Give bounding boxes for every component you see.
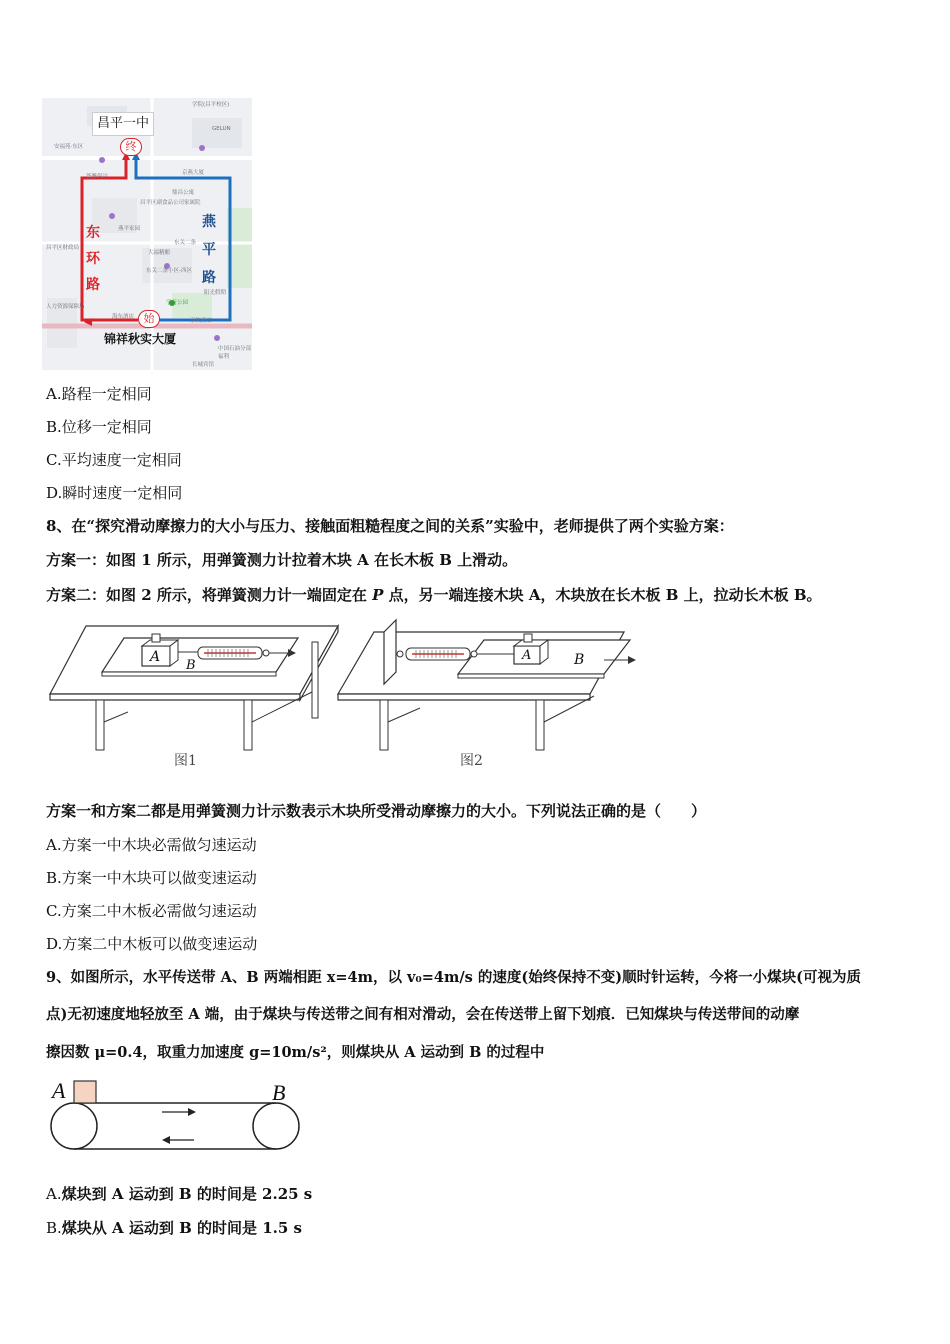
poi-label: 中国石油分部福利 [218,346,252,360]
map-label-building-text: 锦祥秋实大厦 [104,332,177,346]
plan2-text-a: 方案二：如图 2 所示，将弹簧测力计一端固定在 [46,586,373,604]
left-road-char: 东 [86,225,100,241]
poi-label: 安福苑·东区 [54,144,84,150]
option-text: 方案二中木板可以做变速运动 [62,935,258,953]
q7-option-a [46,384,152,404]
figure-2 [334,618,644,770]
figure-1-caption: 图1 [174,753,197,769]
left-road-name [86,220,102,298]
option-text: 方案一中木块必需做匀速运动 [61,836,257,854]
left-road-char: 路 [86,277,100,293]
route-map [42,98,252,370]
option-text: 路程一定相同 [61,385,152,403]
plan2-point-p: P [372,586,384,604]
belt-label-b: B [272,1080,286,1105]
option-key: B. [46,869,62,887]
belt-label-a: A [52,1078,66,1103]
right-road-char: 路 [202,270,216,286]
poi-label: 人力资源保障局 [46,304,85,310]
q9-line-2: 点)无初速度地轻放至 A 端，由于煤块与传送带之间有相对滑动，会在传送带上留下划痕．已知煤块与传送带间的动摩 [46,1006,800,1023]
option-key: C. [46,902,62,920]
option-text: 煤块从 A 运动到 B 的时间是 1.5 s [61,1219,302,1237]
figure-1 [46,622,342,770]
option-text: 煤块到 A 运动到 B 的时间是 2.25 s [61,1185,313,1203]
poi-label: 荟馨保洁 [86,174,109,180]
fig2-label-a: A [522,648,532,663]
poi-label: GELUN [212,126,231,132]
map-label-building [104,330,176,347]
option-text: 位移一定相同 [61,418,152,436]
q8-option-c [46,901,257,921]
option-key: D. [46,935,63,953]
left-road-char: 环 [86,251,100,267]
poi-label: 学院(昌平校区) [192,102,230,108]
option-key: B. [46,1219,62,1237]
poi-label: 长城宾馆 [192,362,215,368]
poi-label: 东关二条 [174,240,197,246]
poi-label: 鼎昌公寓 [172,190,195,196]
q9-option-a [46,1184,312,1204]
poi-label: 学府公园 [166,300,189,306]
q8-plan2 [46,585,822,605]
right-road-char: 燕 [202,214,216,230]
figure-2-caption: 图2 [460,753,483,769]
conveyor-belt-figure [46,1076,306,1156]
q8-option-b [46,868,257,888]
map-label-school [92,112,154,136]
map-label-school-text: 昌平一中 [96,116,149,131]
poi-label: 燕平家园 [118,226,141,232]
end-marker-text: 终 [125,140,137,153]
q7-option-b [46,417,152,437]
fig1-label-a: A [150,649,161,665]
poi-label: 昌平区副食品公司家属院 [140,200,201,206]
option-key: B. [46,418,62,436]
poi-label: 京杭酒店 [190,318,213,324]
q9-option-b [46,1218,302,1238]
poi-label: 海东酒店 [112,314,135,320]
start-marker-text: 始 [143,312,155,325]
poi-label: 昌平区财政局 [46,245,80,251]
end-marker [120,138,142,156]
option-key: A. [46,385,62,403]
option-text: 平均速度一定相同 [61,451,182,469]
poi-label: 东关二条小区-西区 [146,268,192,274]
q8-stem: 8、在“探究滑动摩擦力的大小与压力、接触面粗糙程度之间的关系”实验中，老师提供了两个实验方案： [46,517,734,535]
option-text: 方案二中木板必需做匀速运动 [61,902,257,920]
q9-line-3: 擦因数 μ=0.4，取重力加速度 g=10m/s²，则煤块从 A 运动到 B 的过程中 [46,1044,545,1061]
right-road-char: 平 [202,242,216,258]
poi-label: 京燕大厦 [182,170,205,176]
option-key: C. [46,451,62,469]
option-text: 方案一中木块可以做变速运动 [61,869,257,887]
q9-line-1: 9、如图所示，水平传送带 A、B 两端相距 x=4m，以 v₀=4m/s 的速度(始终保持不变)顺时针运转，今将一小煤块(可视为质 [46,969,861,986]
figure-2-drawing [334,618,644,770]
option-key: A. [46,836,62,854]
fig1-label-b: B [186,658,196,673]
conveyor-belt-drawing [46,1076,306,1156]
figure-1-drawing [46,622,342,770]
option-key: A. [46,1185,62,1203]
q7-option-c [46,450,182,470]
q8-question: 方案一和方案二都是用弹簧测力计示数表示木块所受滑动摩擦力的大小。下列说法正确的是（ ） [46,802,707,820]
q8-option-a [46,835,257,855]
q8-option-d [46,934,257,954]
option-key: D. [46,484,63,502]
fig2-label-b: B [574,652,585,668]
q7-option-d [46,483,182,503]
q8-plan1: 方案一：如图 1 所示，用弹簧测力计拉着木块 A 在长木板 B 上滑动。 [46,551,518,569]
start-marker [138,310,160,328]
poi-label: 阳光假期 [204,290,227,296]
option-text: 瞬时速度一定相同 [62,484,183,502]
plan2-text-b: 点，另一端连接木块 A，木块放在长木板 B 上，拉动长木板 B。 [383,586,822,604]
right-road-name [202,208,218,292]
poi-label: 大福精酿 [148,250,171,256]
